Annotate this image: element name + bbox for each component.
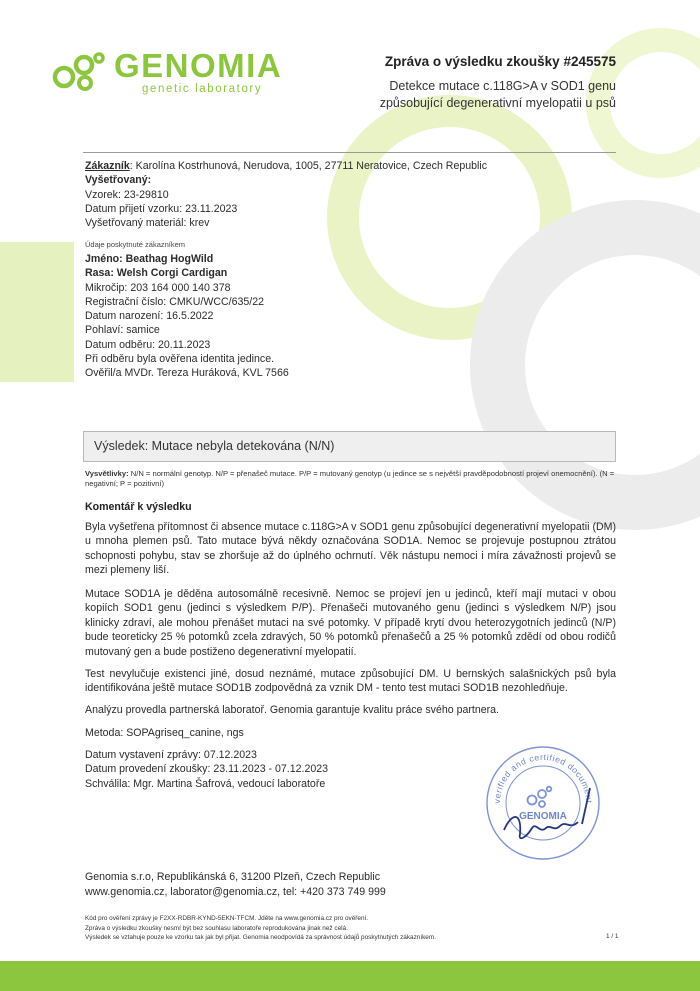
legend-label: Vysvětlivky: (85, 469, 129, 478)
stamp-logo-icon (528, 787, 552, 807)
sample-received-date: Datum přijetí vzorku: 23.11.2023 (85, 202, 238, 215)
logo-circles-icon (52, 52, 112, 92)
test-performed-dates: Datum provedení zkoušky: 23.11.2023 - 07.12.2023 (85, 763, 329, 776)
certification-stamp (482, 742, 604, 864)
examined-label: Vyšetřovaný: (85, 174, 152, 187)
report-header (380, 54, 616, 112)
genomia-logo (52, 47, 302, 100)
animal-sex: Pohlaví: samice (85, 324, 160, 337)
report-subtitle-line-1: Detekce mutace c.118G>A v SOD1 genu (389, 79, 616, 93)
approved-by: Schválila: Mgr. Martina Šafrová, vedoucí laboratoře (85, 777, 326, 790)
report-title: Zpráva o výsledku zkoušky #245575 (384, 54, 616, 69)
report-subtitle-line-2: způsobující degenerativní myelopatii u psů (379, 96, 616, 110)
reproduction-note: Zpráva o výsledku zkoušky nesmí být bez souhlasu laboratoře reprodukována jinak než celá. (85, 924, 348, 932)
stamp-graphic (482, 742, 604, 864)
decorative-green-block (0, 242, 74, 382)
verified-by: Ověřil/a MVDr. Tereza Huráková, KVL 7566 (85, 367, 289, 380)
report-subtitle (380, 78, 616, 112)
footer-green-bar (0, 961, 700, 991)
customer-value: : Karolína Kostrhunová, Nerudova, 1005, 27711 Neratovice, Czech Republic (129, 160, 488, 172)
issue-date: Datum vystavení zprávy: 07.12.2023 (85, 749, 257, 761)
animal-name: Jméno: Beathag HogWild (85, 253, 214, 265)
result-text: Výsledek: Mutace nebyla detekována (N/N) (94, 439, 335, 453)
comment-paragraph-2: Mutace SOD1A je děděna autosomálně recesivně. Nemoc se projeví jen u jedinců, kteří mají mutaci v obou kopiích SOD1 genu (jedinci s výsledkem P/P). Přenašeči mutovaného genu (jedinci s výsledkem N/P) jsou klinicky zdraví, ale mohou přenášet mutaci na své potomky. V případě krytí dvou heterozygotních jedinců (N/P) bude teoreticky 25 % potomků zcela zdravých, 50 % potomků přenašečů a 25 % potomků zdědí od obou rodičů mutovaný gen a bude postiženo degenerativní myelopatií. (85, 588, 616, 658)
comment-title: Komentář k výsledku (85, 501, 192, 513)
footer-contact: www.genomia.cz, laborator@genomia.cz, tel: +420 373 749 999 (85, 885, 386, 898)
customer-line (85, 159, 487, 173)
animal-breed: Rasa: Welsh Corgi Cardigan (85, 267, 228, 280)
identity-verified-note: Při odběru byla ověřena identita jedince. (85, 353, 275, 366)
animal-registration: Registrační číslo: CMKU/WCC/635/22 (85, 295, 264, 308)
sample-id: Vzorek: 23-29810 (85, 188, 169, 201)
collection-date: Datum odběru: 20.11.2023 (85, 338, 211, 351)
comment-paragraph-1: Byla vyšetřena přítomnost či absence mutace c.118G>A v SOD1 genu způsobující degenerativní myelopatii (DM) u mnoha plemen psů. Tato mutace bývá někdy označována SOD1A. Nemoc se projevuje postupnou ztrátou schopnosti pohybu, stav se zhoršuje až do úplného ochrnutí. Věk nástupu nemoci i míra závažnosti projevů se mezi plemeny liší. (85, 521, 616, 577)
stamp-brand: GENOMIA (519, 811, 567, 822)
comment-paragraph-3: Test nevylučuje existenci jiné, dosud neznámé, mutace způsobující DM. U bernských salašnických psů byla identifikována ještě mutace SOD1B zodpovědná za vznik DM - tento test mutaci SOD1B nezohledňuje. (85, 668, 616, 695)
verification-code-note: Kód pro ověření zprávy je F2XX-RDBR-KYND-5EKN-TFCM. Jděte na www.genomia.cz pro ověření. (85, 915, 369, 922)
footer-notes (85, 914, 605, 943)
footer-address-block (85, 870, 386, 899)
legend (85, 469, 615, 490)
page-number: 1 / 1 (606, 933, 619, 940)
comment-paragraph-4: Analýzu provedla partnerská laboratoř. Genomia garantuje kvalitu práce svého partnera. (85, 704, 499, 716)
logo-tagline: genetic laboratory (142, 83, 263, 95)
sample-material: Vyšetřovaný materiál: krev (85, 217, 210, 230)
method-line: Metoda: SOPAgriseq_canine, ngs (85, 727, 244, 739)
animal-microchip: Mikročip: 203 164 000 140 378 (85, 281, 231, 294)
stamp-arc-text: verified and certified document (491, 751, 595, 804)
customer-label: Zákazník (85, 160, 130, 172)
provided-data-note: Údaje poskytnuté zákazníkem (85, 240, 186, 249)
animal-birth-date: Datum narození: 16.5.2022 (85, 310, 214, 323)
logo-wordmark: GENOMIA (114, 47, 283, 84)
header-divider (83, 152, 616, 153)
validity-note: Výsledek se vztahuje pouze ke vzorku tak jak byl přijat. Genomia neodpovídá za správnost údajů poskytnutých zákazníkem. (85, 934, 436, 941)
result-box (83, 431, 616, 462)
animal-info (85, 240, 289, 381)
footer-address: Genomia s.r.o, Republikánská 6, 31200 Plzeň, Czech Republic (85, 871, 381, 883)
customer-info (85, 159, 487, 230)
legend-text: N/N = normální genotyp. N/P = přenašeč mutace. P/P = mutovaný genotyp (u jedince se s největší pravděpodobností projeví onemocnění). (N = negativní; P = pozitivní) (85, 469, 615, 489)
